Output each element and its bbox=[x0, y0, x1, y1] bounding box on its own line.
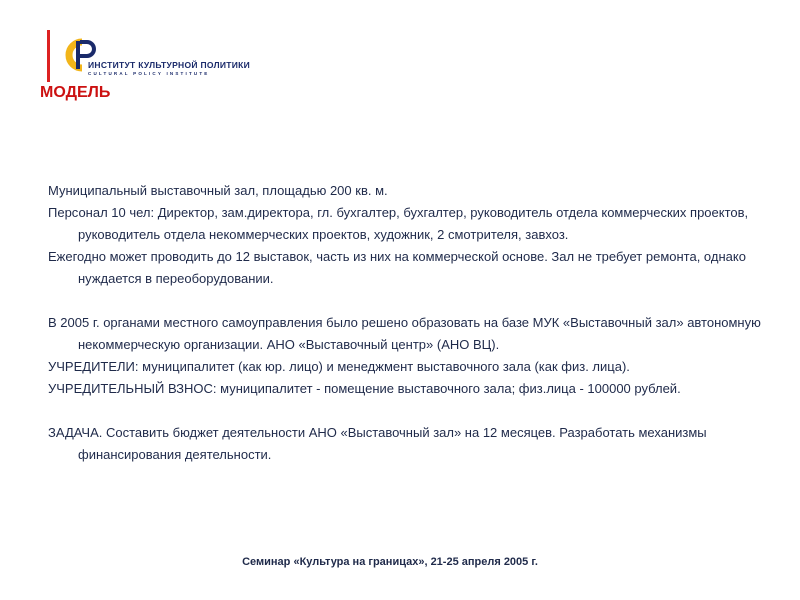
paragraph-staff: Персонал 10 чел: Директор, зам.директора, гл. бухгалтер, бухгалтер, руководитель отдела коммерческих проектов, руководитель отдела некоммерческих проектов, художник, 2 смотрителя, завхоз. bbox=[48, 205, 749, 242]
paragraph-contribution: УЧРЕДИТЕЛЬНЫЙ ВЗНОС: муниципалитет - помещение выставочного зала; физ.лица - 100000 рублей. bbox=[48, 381, 681, 396]
paragraph-founders: УЧРЕДИТЕЛИ: муниципалитет (как юр. лицо) и менеджмент выставочного зала (как физ. лица). bbox=[48, 359, 630, 374]
logo-title: ИНСТИТУТ КУЛЬТУРНОЙ ПОЛИТИКИ bbox=[88, 60, 251, 70]
content-body bbox=[48, 180, 768, 466]
paragraph-task: ЗАДАЧА. Составить бюджет деятельности АНО «Выставочный зал» на 12 месяцев. Разработать механизмы финансирования деятельности. bbox=[48, 425, 707, 462]
section-title: МОДЕЛЬ bbox=[40, 84, 111, 101]
paragraph-hall: Муниципальный выставочный зал, площадью 200 кв. м. bbox=[48, 183, 388, 198]
logo-subtitle: CULTURAL POLICY INSTITUTE bbox=[88, 71, 210, 76]
footer-seminar: Семинар «Культура на границах», 21-25 апреля 2005 г. bbox=[242, 556, 538, 568]
paragraph-exhibitions: Ежегодно может проводить до 12 выставок, часть из них на коммерческой основе. Зал не требует ремонта, однако нуждается в переоборудовании. bbox=[48, 249, 746, 286]
logo-accent-bar bbox=[47, 30, 50, 82]
paragraph-decision: В 2005 г. органами местного самоуправления было решено образовать на базе МУК «Выставочный зал» автономную некоммерческую организации. АНО «Выставочный центр» (АНО ВЦ). bbox=[48, 315, 761, 352]
